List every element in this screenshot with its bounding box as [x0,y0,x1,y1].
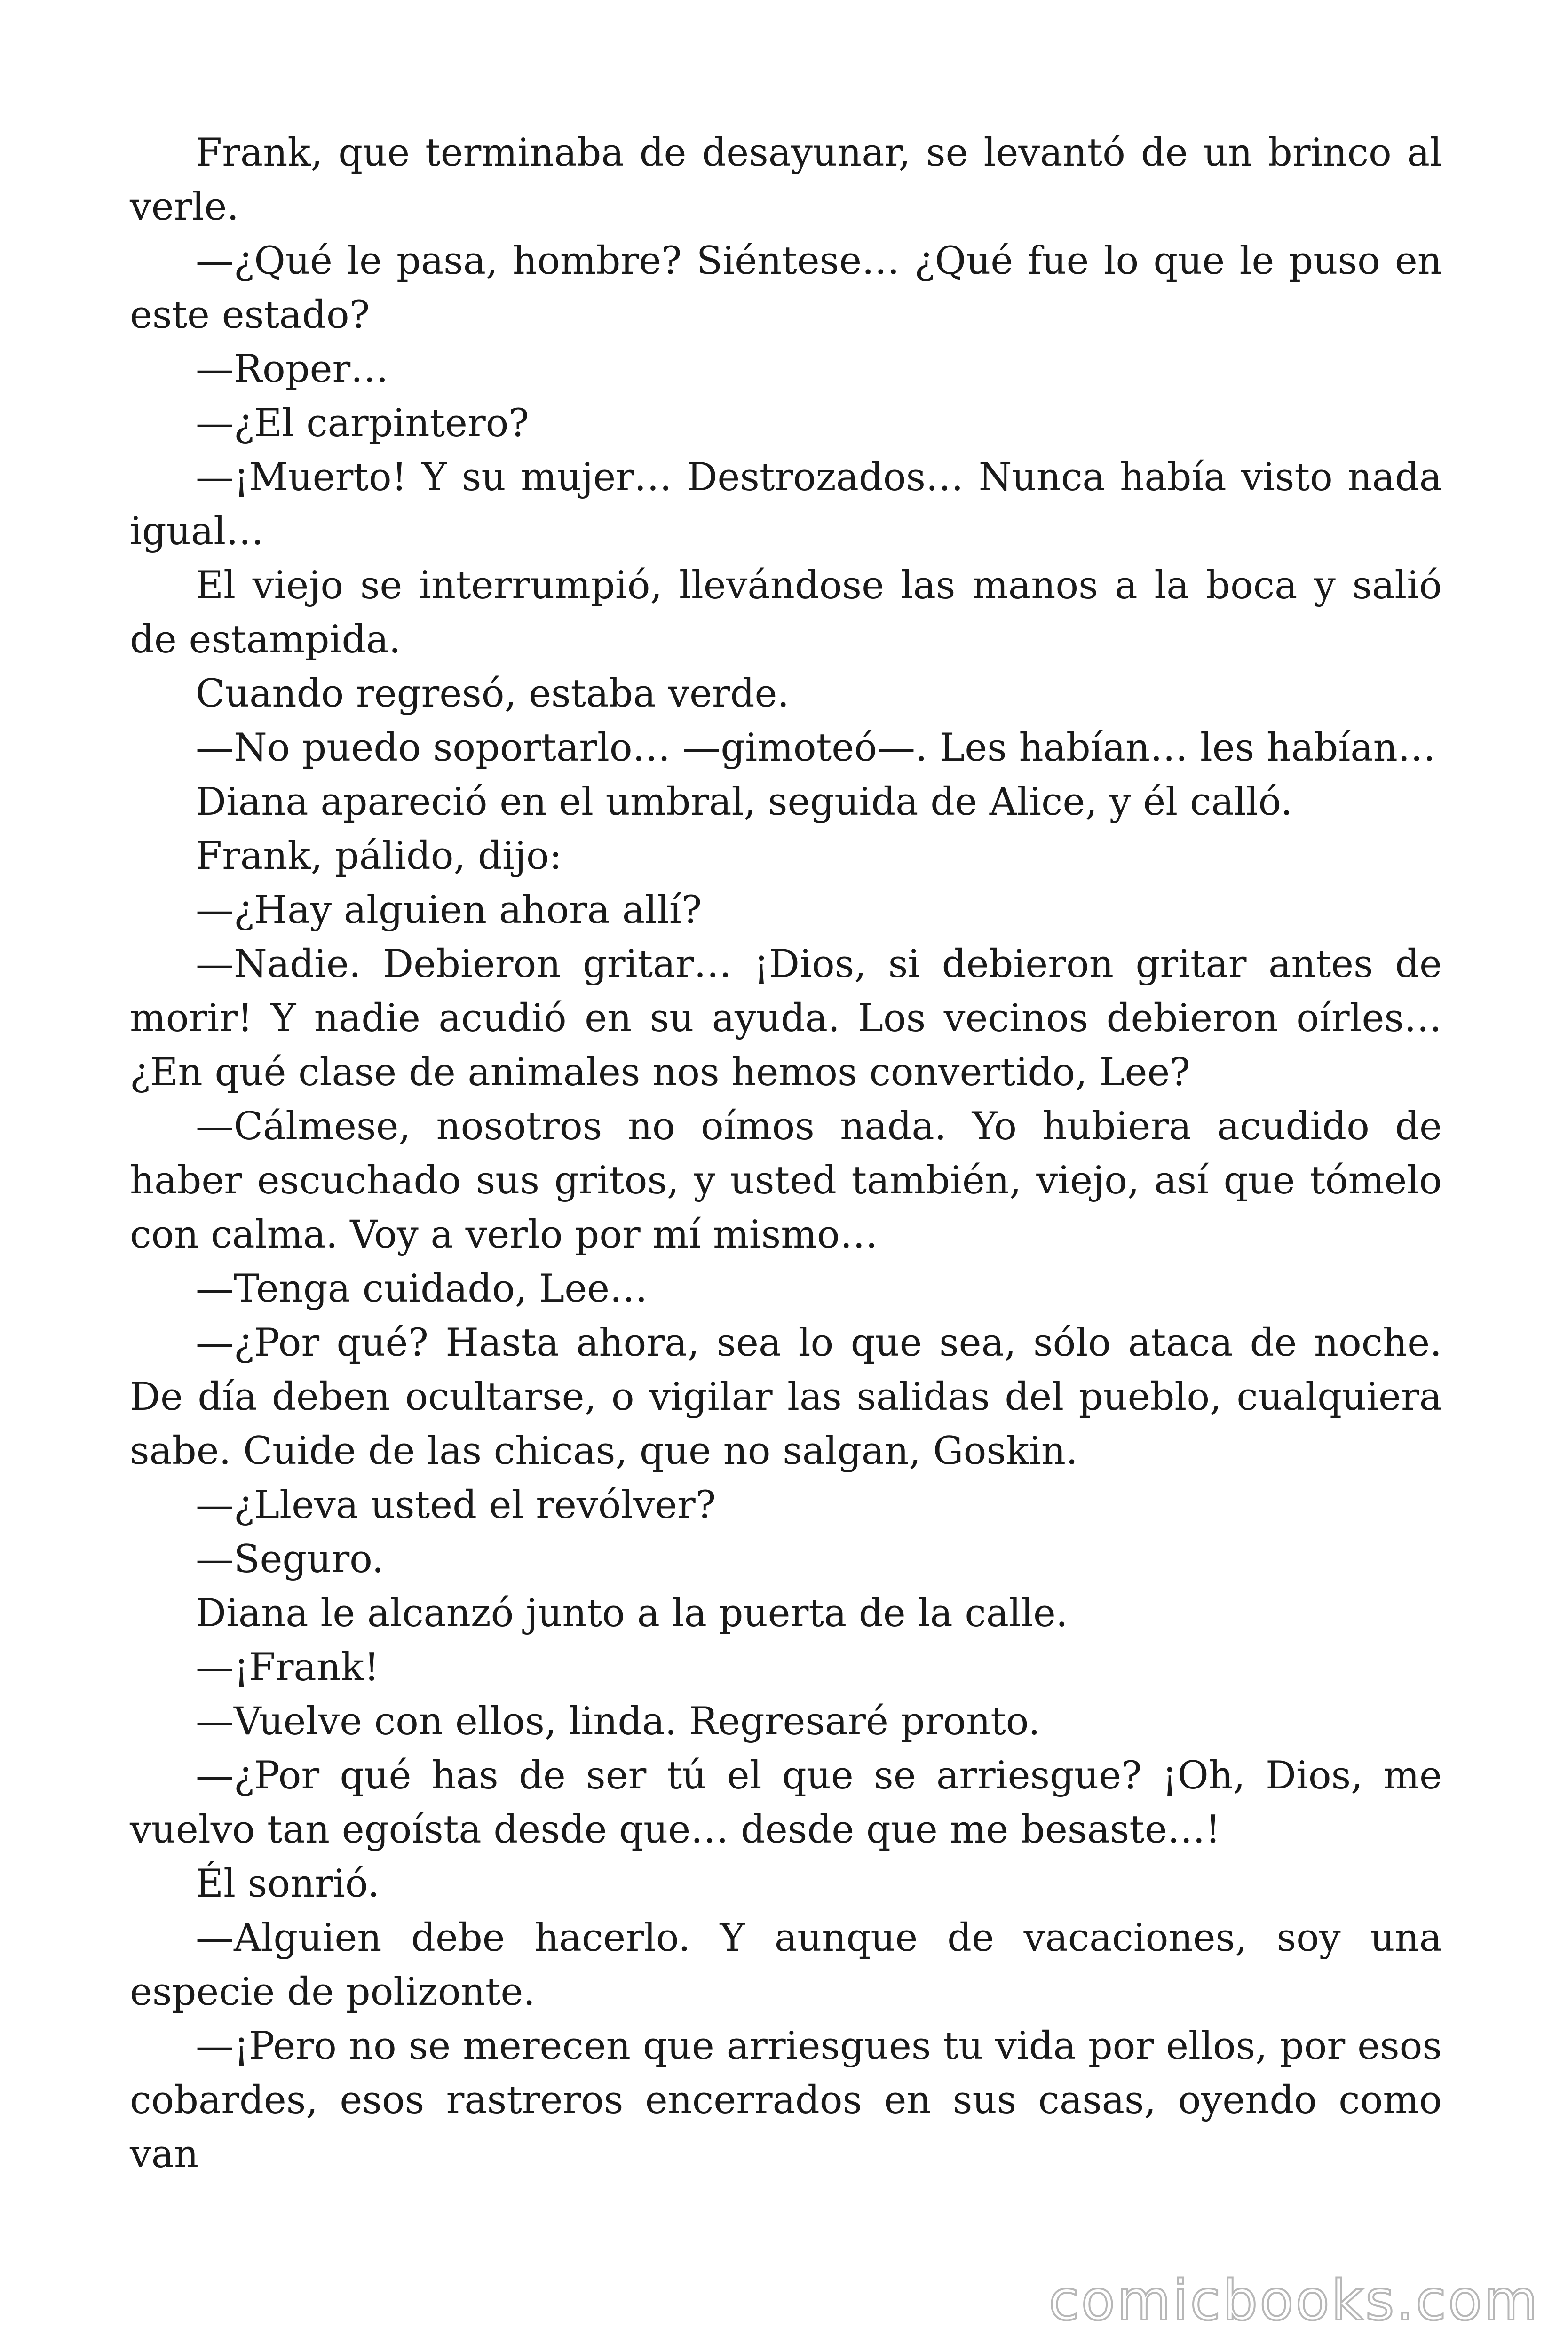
paragraph: —¿Lleva usted el revólver? [196,1483,716,1527]
paragraph: Él sonrió. [196,1862,380,1906]
paragraph: —Seguro. [196,1537,384,1581]
paragraph: —Alguien debe hacerlo. Y aunque de vacaciones, soy una especie de polizonte. [130,1916,1442,2014]
site-watermark: comicbooks.com [1048,2268,1540,2333]
paragraph: —¿Qué le pasa, hombre? Siéntese… ¿Qué fue lo que le puso en este estado? [130,239,1442,337]
paragraph: Frank, que terminaba de desayunar, se levantó de un brinco al verle. [130,131,1442,229]
paragraph: —¿El carpintero? [196,401,529,445]
paragraph: —¿Por qué? Hasta ahora, sea lo que sea, sólo ataca de noche. De día deben ocultarse, o vigilar las salidas del pueblo, cualquiera sabe. Cuide de las chicas, que no salgan, Goskin. [130,1321,1442,1473]
paragraph: —¡Frank! [196,1645,380,1690]
paragraph: —¿Por qué has de ser tú el que se arriesgue? ¡Oh, Dios, me vuelvo tan egoísta desde que… desde que me besaste…! [130,1754,1442,1852]
book-page-text [130,126,1442,2182]
paragraph: Cuando regresó, estaba verde. [196,672,790,716]
paragraph: Frank, pálido, dijo: [196,834,562,878]
paragraph: —Tenga cuidado, Lee… [196,1267,648,1311]
paragraph: —Roper… [196,347,389,391]
paragraph: —No puedo soportarlo… —gimoteó—. Les habían… les habían… [196,726,1436,770]
paragraph: —¡Pero no se merecen que arriesgues tu vida por ellos, por esos cobardes, esos rastreros encerrados en sus casas, oyendo como van [130,2024,1442,2177]
paragraph: —Nadie. Debieron gritar… ¡Dios, si debieron gritar antes de morir! Y nadie acudió en su ayuda. Los vecinos debieron oírles… ¿En qué clase de animales nos hemos convertido, Lee? [130,942,1442,1095]
paragraph: Diana apareció en el umbral, seguida de Alice, y él calló. [196,780,1293,824]
paragraph: —Cálmese, nosotros no oímos nada. Yo hubiera acudido de haber escuchado sus gritos, y usted también, viejo, así que tómelo con calma. Voy a verlo por mí mismo… [130,1104,1442,1257]
paragraph: El viejo se interrumpió, llevándose las manos a la boca y salió de estampida. [130,564,1442,662]
paragraph: Diana le alcanzó junto a la puerta de la calle. [196,1591,1068,1636]
paragraph: —Vuelve con ellos, linda. Regresaré pronto. [196,1700,1040,1744]
paragraph: —¿Hay alguien ahora allí? [196,888,702,932]
paragraph: —¡Muerto! Y su mujer… Destrozados… Nunca había visto nada igual… [130,455,1442,554]
